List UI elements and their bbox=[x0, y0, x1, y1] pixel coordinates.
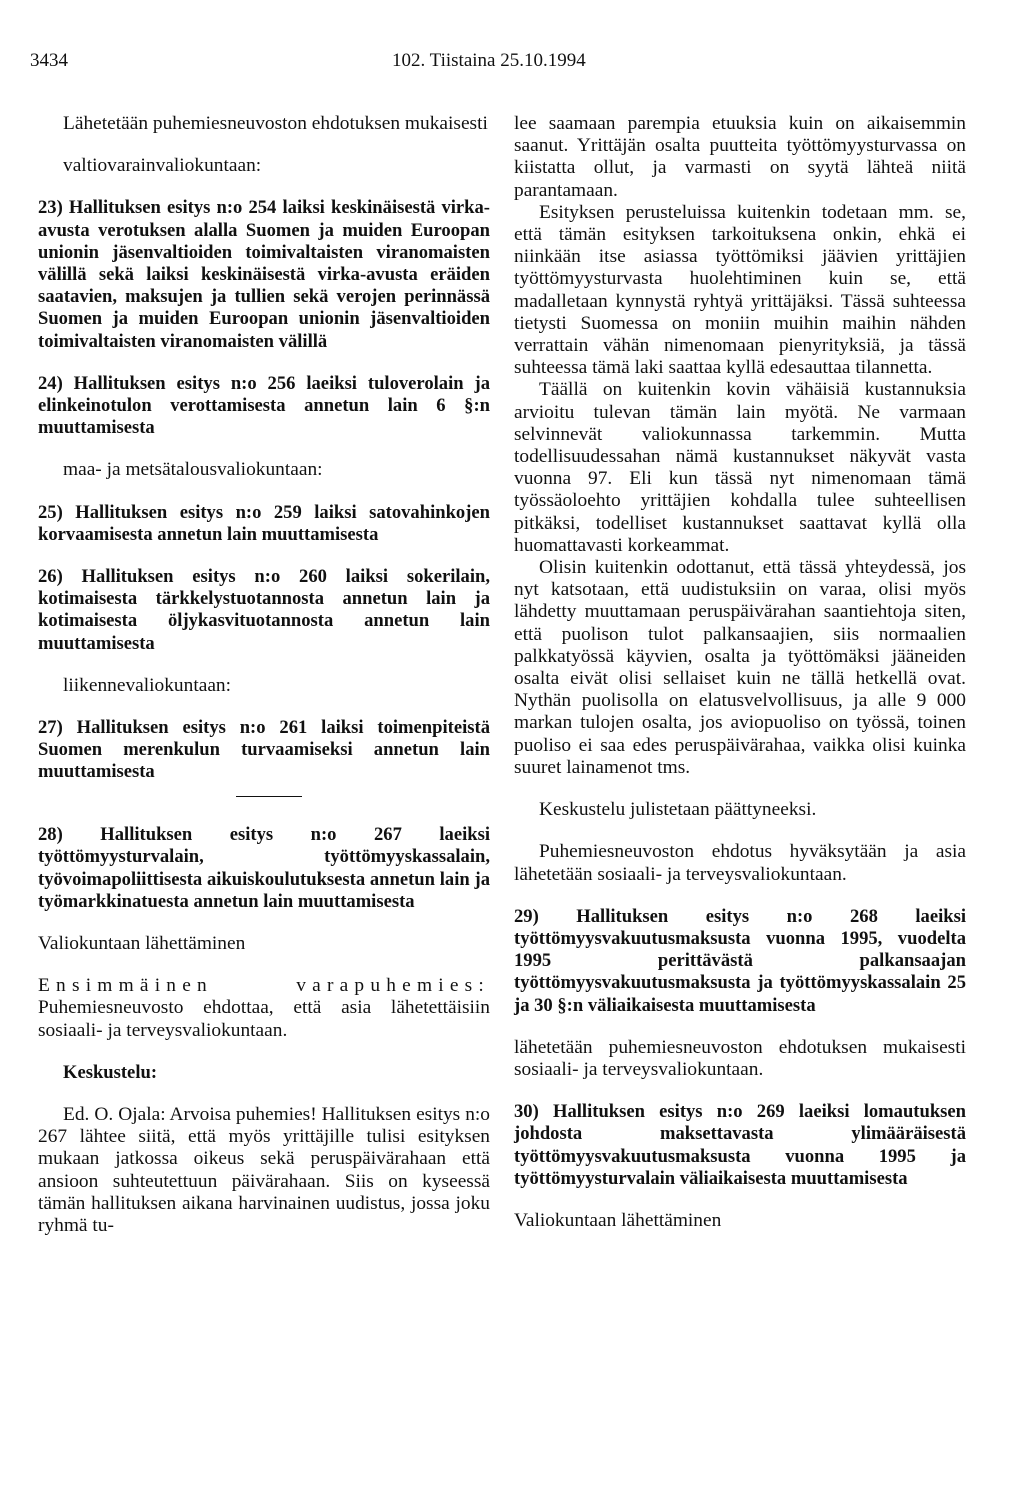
intro-paragraph: Lähetetään puhemiesneuvoston ehdotuksen mukaisesti bbox=[63, 113, 488, 134]
speech-paragraph: Esityksen perusteluissa kuitenkin todetaan mm. se, että tämän esityksen tarkoituksena onkin, ehkä ei niinkään itse asiassa työttömiksi jäävien yrittäjien työttömyysturvasta huolehtiminen kuin se, että madalletaan kynnystä ryhtyä yrittäjäksi. Tässä suhteessa tietysti Suomessa on moniin muihin maihin nähden verrattain vähän nimenomaan pienyrityksiä, ja tässä suhteessa tämä laki saattaa kyllä edesauttaa tilannetta. bbox=[514, 201, 966, 379]
speech-paragraph: Täällä on kuitenkin kovin vähäisiä kustannuksia arvioitu tulevan tämän lain myötä. Ne varmaan selvinnevät valiokunnassa tarkemmin. Mutta todellisuudessahan nämä kustannukset näkyvät vasta vuonna 97. Eli kun tässä nyt nimenomaan tämä työssäoloehto yrittäjien kohdalla tulee suhteellisen pitkäksi, todelliset kustannukset saattavat kyllä olla huomattavasti korkeammat. bbox=[514, 379, 966, 556]
mp-speech-text: Arvoisa puhemies! Hallituksen esitys n:o 267 lähtee siitä, että myös yrittäjille tulisi esityksen mukaan jatkossa oikeus sekä peruspäivärahaan että ansioon suhteutettuun päivärahaan. Siis on kyseessä tämän hallituksen aikana harvinainen uudistus, jossa joku ryhmä tu- bbox=[38, 1104, 491, 1237]
debate-closed: Keskustelu julistetaan päättyneeksi. bbox=[539, 799, 817, 821]
speaker-statement bbox=[38, 975, 490, 1042]
decision-paragraph: lähetetään puhemiesneuvoston ehdotuksen mukaisesti sosiaali- ja terveysvaliokuntaan. bbox=[514, 1036, 966, 1080]
speaker-text: Puhemiesneuvosto ehdottaa, että asia lähetettäisiin sosiaali- ja terveysvaliokuntaan. bbox=[38, 997, 490, 1041]
decision-paragraph: Puhemiesneuvoston ehdotus hyväksytään ja asia lähetetään sosiaali- ja terveysvaliokuntaan. bbox=[514, 841, 966, 885]
agenda-item-30: 30) Hallituksen esitys n:o 269 laeiksi lomautuksen johdosta maksettavasta ylimääräisestä työttömyysvakuutusmaksusta vuonna 1995 ja työttömyysturvalain väliaikaisesta muuttamisesta bbox=[514, 1101, 966, 1189]
speech-paragraph: Olisin kuitenkin odottanut, että tässä yhteydessä, jos nyt katsotaan, että uudistuksiin on varaa, olisi myös lähdetty muuttamaan peruspäivärahan saantiehtoja siten, että puolison tulot palkansaajien, siis normaalien palkkatyössä käyvien, osalta ja työttömäksi jääneiden osalta eivät olisi sellaiset kuin ne tällä hetkellä ovat. Nythän puolisolla on elatusvelvollisuus, ja alle 9 000 markan tulojen osalta, jos aviopuoliso on työssä, toinen puoliso ei saa edes peruspäivärahaa, vaikka olisi kuinka suuret lainamenot tms. bbox=[514, 557, 966, 778]
section-divider bbox=[236, 796, 302, 798]
agenda-item-29: 29) Hallituksen esitys n:o 268 laeiksi työttömyysvakuutusmaksusta vuonna 1995, vuodelta 1995 perittävästä palkansaajan työttömyysvakuutusmaksusta ja työttömyyskassalain 25 ja 30 §:n väliaikaisesta muuttamisesta bbox=[514, 905, 966, 1016]
mp-speech bbox=[38, 1104, 490, 1237]
debate-heading: Keskustelu: bbox=[63, 1061, 158, 1083]
agenda-item-26: 26) Hallituksen esitys n:o 260 laiksi sokerilain, kotimaisesta tärkkelystuotannosta annetun lain ja kotimaisesta öljykasvituotannosta annetun lain muuttamisesta bbox=[38, 566, 490, 654]
committee-label: maa- ja metsätalousvaliokuntaan: bbox=[63, 459, 323, 481]
committee-label: valtiovarainvaliokuntaan: bbox=[63, 155, 262, 177]
agenda-item-23: 23) Hallituksen esitys n:o 254 laiksi keskinäisestä virka-avusta verotuksen alalla Suomen ja muiden Euroopan unionin jäsenvaltioiden toimivaltaisten viranomaisten välillä sekä laiksi keskinäisestä virka-avusta eräiden saatavien, maksujen ja tullien sekä verojen perinnässä Suomen ja muiden Euroopan unionin jäsenvaltioiden toimivaltaisten viranomaisten välillä bbox=[38, 197, 490, 352]
mp-name: Ed. O. Ojala: bbox=[63, 1104, 166, 1125]
running-header: 102. Tiistaina 25.10.1994 bbox=[392, 50, 586, 71]
agenda-item-27: 27) Hallituksen esitys n:o 261 laiksi toimenpiteistä Suomen merenkulun turvaamiseksi annetun lain muuttamisesta bbox=[38, 717, 490, 783]
agenda-item-25: 25) Hallituksen esitys n:o 259 laiksi satovahinkojen korvaamisesta annetun lain muuttamisesta bbox=[38, 501, 490, 545]
section-heading: Valiokuntaan lähettäminen bbox=[38, 932, 246, 954]
page-number: 3434 bbox=[30, 50, 68, 71]
left-column bbox=[38, 113, 490, 1257]
agenda-item-24: 24) Hallituksen esitys n:o 256 laeiksi tuloverolain ja elinkeinotulon verottamisesta annetun lain 6 §:n muuttamisesta bbox=[38, 372, 490, 439]
agenda-item-28: 28) Hallituksen esitys n:o 267 laeiksi työttömyysturvalain, työttömyyskassalain, työvoimapoliittisesta aikuiskoulutuksesta annetun lain ja työmarkkinatuesta annetun lain muuttamisesta bbox=[38, 824, 490, 912]
speech-continued: lee saamaan parempia etuuksia kuin on aikaisemmin saanut. Yrittäjän osalta puutteita työttömyysturvassa on kiistatta ollut, ja varmasti on syytä lähteä niitä parantamaan. bbox=[514, 113, 966, 201]
speaker-role: Ensimmäinen varapuhemies: bbox=[38, 975, 490, 997]
right-column bbox=[514, 113, 966, 1252]
committee-label: liikennevaliokuntaan: bbox=[63, 674, 232, 696]
section-heading: Valiokuntaan lähettäminen bbox=[514, 1209, 722, 1231]
